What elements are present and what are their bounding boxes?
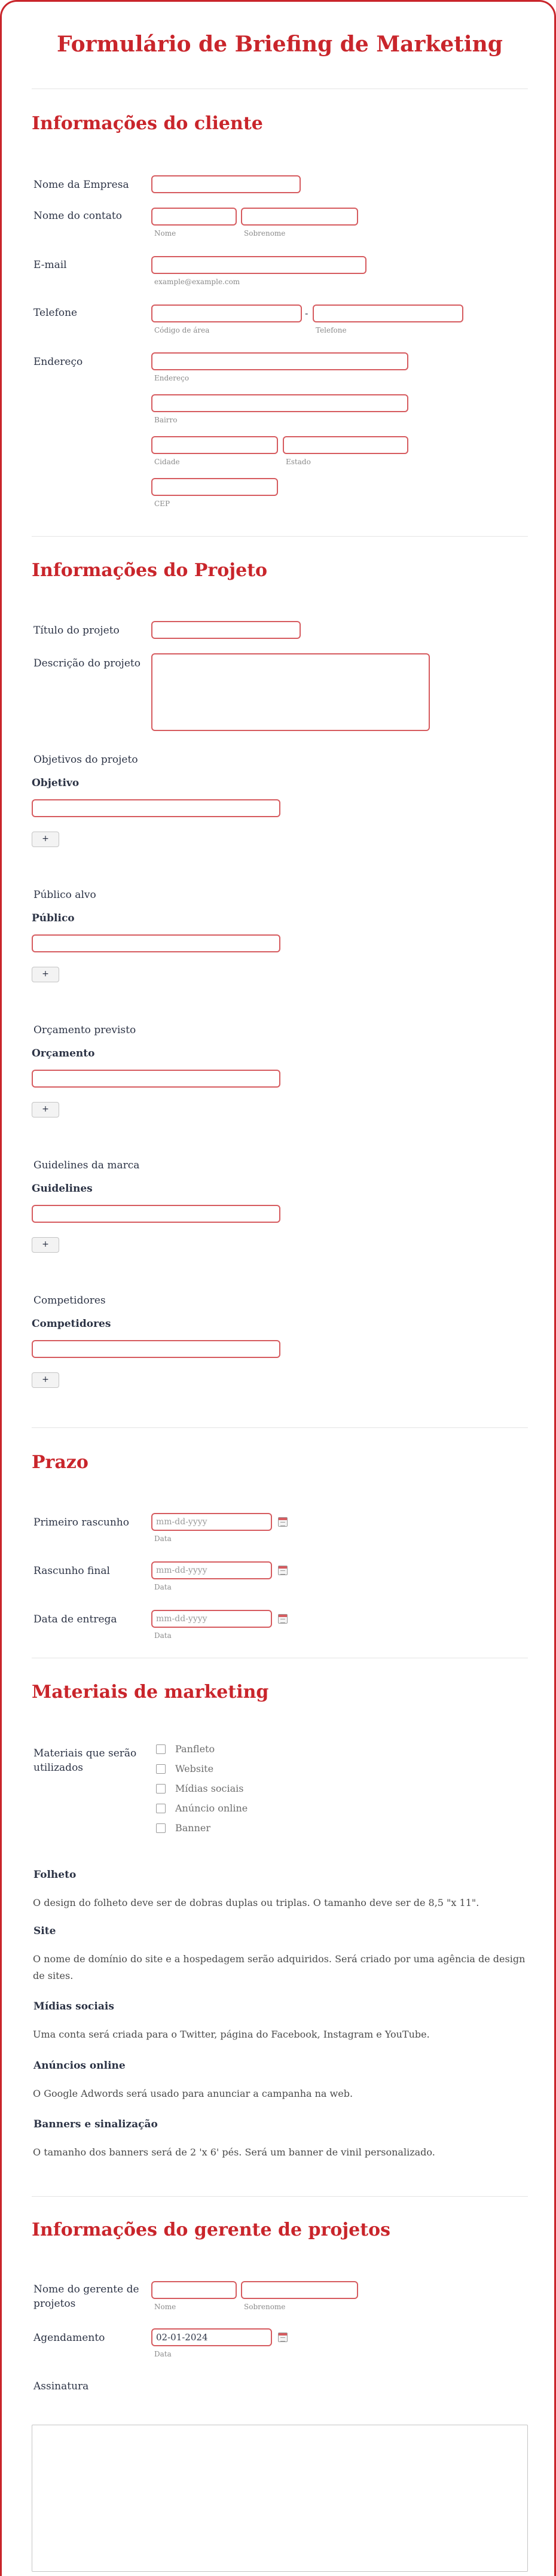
descricao-projeto-label: Descrição do projeto bbox=[33, 657, 140, 669]
objetivos-column-header: Objetivo bbox=[32, 777, 80, 789]
bairro-sublabel: Bairro bbox=[154, 416, 178, 424]
gerente-first-name-input[interactable] bbox=[151, 2281, 237, 2299]
contato-label: Nome do contato bbox=[33, 210, 122, 222]
endereco-input[interactable] bbox=[151, 352, 408, 370]
contato-last-name-input[interactable] bbox=[241, 208, 358, 226]
gerente-last-name-input[interactable] bbox=[241, 2281, 358, 2299]
checkbox-label-panfleto: Panfleto bbox=[175, 1743, 215, 1755]
banners-heading: Banners e sinalização bbox=[33, 2118, 158, 2130]
section-heading-materiais: Materiais de marketing bbox=[32, 1682, 269, 1703]
data-entrega-label: Data de entrega bbox=[33, 1613, 117, 1625]
objetivos-add-button[interactable]: + bbox=[32, 832, 59, 847]
publico-column-header: Público bbox=[32, 912, 75, 924]
orcamento-input[interactable] bbox=[32, 1070, 280, 1088]
bairro-input[interactable] bbox=[151, 394, 408, 412]
guidelines-column-header: Guidelines bbox=[32, 1183, 93, 1195]
competidores-add-button[interactable]: + bbox=[32, 1372, 59, 1388]
checkbox-anuncio-online[interactable] bbox=[156, 1804, 166, 1813]
endereco-sublabel: Endereço bbox=[154, 374, 190, 382]
empresa-label: Nome da Empresa bbox=[33, 179, 129, 191]
cidade-input[interactable] bbox=[151, 436, 278, 454]
phone-number-input[interactable] bbox=[313, 305, 463, 322]
orcamento-label: Orçamento previsto bbox=[33, 1024, 136, 1036]
contato-first-name-input[interactable] bbox=[151, 208, 237, 226]
midias-sociais-text: Uma conta será criada para o Twitter, página do Facebook, Instagram e YouTube. bbox=[33, 2029, 430, 2040]
primeiro-rascunho-sublabel: Data bbox=[154, 1534, 172, 1543]
cep-sublabel: CEP bbox=[154, 500, 170, 508]
calendar-icon[interactable] bbox=[278, 1517, 288, 1527]
gerente-nome-label: Nome do gerente de projetos bbox=[33, 2283, 139, 2310]
site-heading: Site bbox=[33, 1925, 56, 1937]
descricao-projeto-textarea[interactable] bbox=[151, 653, 430, 731]
guidelines-add-button[interactable]: + bbox=[32, 1237, 59, 1253]
guidelines-label: Guidelines da marca bbox=[33, 1159, 140, 1171]
endereco-label: Endereço bbox=[33, 356, 83, 368]
email-input[interactable] bbox=[151, 256, 366, 274]
section-heading-prazo: Prazo bbox=[32, 1452, 88, 1473]
phone-number-sublabel: Telefone bbox=[316, 326, 347, 334]
banners-text: O tamanho dos banners será de 2 'x 6' pés. Será um banner de vinil personalizado. bbox=[33, 2146, 435, 2158]
cep-input[interactable] bbox=[151, 478, 278, 496]
agendamento-label: Agendamento bbox=[33, 2332, 105, 2344]
estado-sublabel: Estado bbox=[286, 458, 311, 466]
checkbox-panfleto[interactable] bbox=[156, 1744, 166, 1754]
competidores-label: Competidores bbox=[33, 1295, 106, 1307]
checkbox-banner[interactable] bbox=[156, 1823, 166, 1833]
rascunho-final-sublabel: Data bbox=[154, 1583, 172, 1591]
gerente-last-name-sublabel: Sobrenome bbox=[244, 2303, 286, 2311]
primeiro-rascunho-date-input[interactable]: mm-dd-yyyy bbox=[151, 1513, 272, 1531]
objetivos-label: Objetivos do projeto bbox=[33, 754, 138, 766]
section-heading-projeto: Informações do Projeto bbox=[32, 560, 268, 581]
folheto-text: O design do folheto deve ser de dobras duplas ou triplas. O tamanho deve ser de 8,5 "x 11". bbox=[33, 1897, 479, 1908]
telefone-label: Telefone bbox=[33, 307, 78, 319]
gerente-first-name-sublabel: Nome bbox=[154, 2303, 176, 2311]
agendamento-sublabel: Data bbox=[154, 2350, 172, 2358]
divider bbox=[32, 1427, 528, 1428]
email-label: E-mail bbox=[33, 259, 67, 271]
rascunho-final-date-input[interactable]: mm-dd-yyyy bbox=[151, 1561, 272, 1579]
calendar-icon[interactable] bbox=[278, 2333, 288, 2342]
estado-input[interactable] bbox=[283, 436, 408, 454]
titulo-projeto-label: Título do projeto bbox=[33, 625, 120, 637]
divider bbox=[32, 2196, 528, 2197]
orcamento-add-button[interactable]: + bbox=[32, 1102, 59, 1118]
email-sublabel: example@example.com bbox=[154, 278, 240, 286]
competidores-input[interactable] bbox=[32, 1340, 280, 1358]
section-heading-cliente: Informações do cliente bbox=[32, 113, 263, 134]
midias-sociais-heading: Mídias sociais bbox=[33, 2000, 114, 2012]
checkbox-label-midias-sociais: Mídias sociais bbox=[175, 1783, 244, 1794]
rascunho-final-label: Rascunho final bbox=[33, 1565, 110, 1577]
area-code-sublabel: Código de área bbox=[154, 326, 210, 334]
divider bbox=[32, 536, 528, 537]
folheto-heading: Folheto bbox=[33, 1869, 77, 1881]
site-text: O nome de domínio do site e a hospedagem serão adquiridos. Será criado por uma agência de design de sites. bbox=[33, 1953, 526, 1981]
anuncios-online-heading: Anúncios online bbox=[33, 2060, 126, 2072]
publico-add-button[interactable]: + bbox=[32, 967, 59, 982]
phone-dash: - bbox=[305, 307, 308, 319]
calendar-icon[interactable] bbox=[278, 1566, 288, 1575]
assinatura-label: Assinatura bbox=[33, 2380, 89, 2392]
signature-pad[interactable] bbox=[32, 2425, 528, 2572]
form-title: Formulário de Briefing de Marketing bbox=[57, 32, 503, 57]
orcamento-column-header: Orçamento bbox=[32, 1048, 95, 1059]
checkbox-label-website: Website bbox=[175, 1763, 214, 1774]
contato-last-name-sublabel: Sobrenome bbox=[244, 229, 286, 237]
data-entrega-sublabel: Data bbox=[154, 1631, 172, 1640]
titulo-projeto-input[interactable] bbox=[151, 621, 301, 639]
checkbox-label-banner: Banner bbox=[175, 1822, 211, 1834]
agendamento-date-input[interactable]: 02-01-2024 bbox=[151, 2328, 272, 2346]
section-heading-gerente: Informações do gerente de projetos bbox=[32, 2219, 391, 2240]
objetivos-input[interactable] bbox=[32, 799, 280, 817]
publico-label: Público alvo bbox=[33, 889, 96, 901]
checkbox-website[interactable] bbox=[156, 1764, 166, 1774]
data-entrega-date-input[interactable]: mm-dd-yyyy bbox=[151, 1610, 272, 1628]
guidelines-input[interactable] bbox=[32, 1205, 280, 1223]
publico-input[interactable] bbox=[32, 934, 280, 952]
anuncios-online-text: O Google Adwords será usado para anunciar a campanha na web. bbox=[33, 2088, 353, 2099]
competidores-column-header: Competidores bbox=[32, 1318, 111, 1330]
checkbox-label-anuncio-online: Anúncio online bbox=[175, 1802, 248, 1814]
materiais-label: Materiais que serão utilizados bbox=[33, 1747, 137, 1774]
contato-first-name-sublabel: Nome bbox=[154, 229, 176, 237]
cidade-sublabel: Cidade bbox=[154, 458, 180, 466]
checkbox-midias-sociais[interactable] bbox=[156, 1784, 166, 1794]
area-code-input[interactable] bbox=[151, 305, 302, 322]
calendar-icon[interactable] bbox=[278, 1614, 288, 1624]
empresa-input[interactable] bbox=[151, 175, 301, 193]
primeiro-rascunho-label: Primeiro rascunho bbox=[33, 1517, 129, 1528]
